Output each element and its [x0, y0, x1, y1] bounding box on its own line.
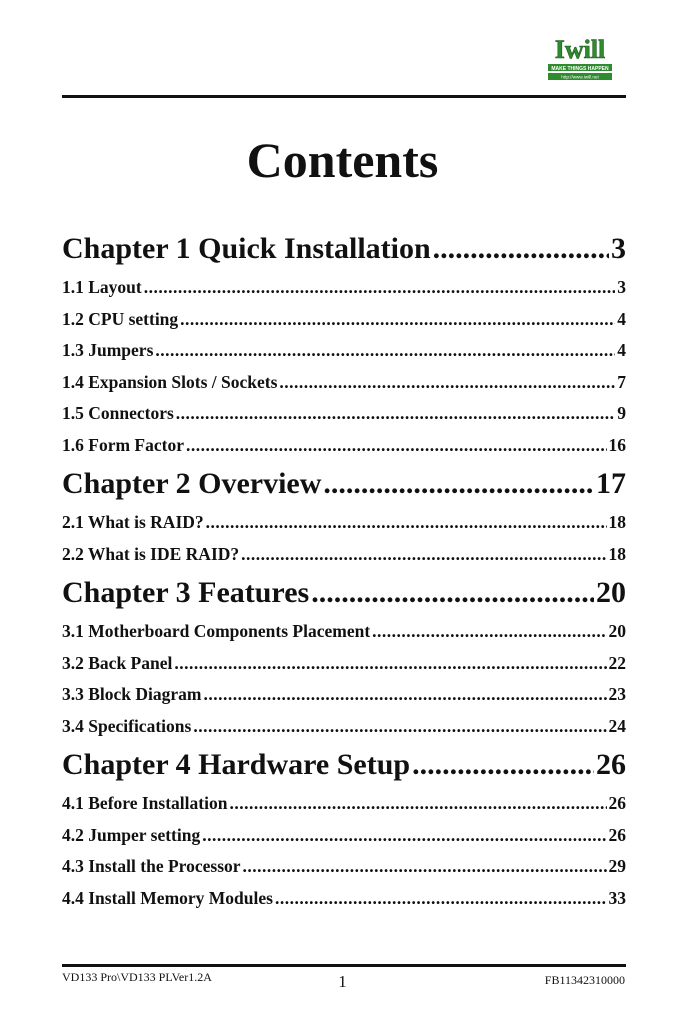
iwill-logo — [545, 33, 615, 83]
footer-model: VD133 Pro\VD133 PLVer1.2A — [62, 970, 212, 984]
toc-section-entry[interactable] — [62, 507, 626, 539]
toc-entry-page: 17 — [596, 467, 626, 500]
toc-entry-label: 1.4 Expansion Slots / Sockets — [62, 371, 278, 392]
dot-leader — [243, 851, 607, 883]
toc-entry-label: 4.4 Install Memory Modules — [62, 887, 273, 908]
toc-entry-page: 4 — [617, 340, 626, 360]
toc-chapter-entry[interactable] — [62, 461, 626, 507]
toc-section-entry[interactable] — [62, 272, 626, 304]
toc-entry-page: 23 — [608, 684, 626, 704]
dot-leader — [176, 398, 615, 430]
toc-entry-page: 18 — [608, 543, 626, 564]
dot-leader — [275, 883, 607, 915]
toc-entry-label: 1.1 Layout — [62, 277, 142, 297]
toc-entry-page: 20 — [608, 621, 626, 641]
footer-doc-code: FB11342310000 — [544, 973, 625, 987]
toc-entry-label: Chapter 1 Quick Installation — [62, 232, 431, 265]
toc-entry-page: 20 — [596, 576, 626, 609]
dot-leader — [155, 335, 615, 367]
table-of-contents — [62, 226, 626, 914]
toc-entry-page: 4 — [617, 308, 626, 329]
toc-section-entry[interactable] — [62, 367, 626, 399]
footer-rule — [62, 964, 626, 967]
toc-section-entry[interactable] — [62, 679, 626, 711]
toc-entry-page: 7 — [617, 371, 626, 392]
toc-entry-label: 4.1 Before Installation — [62, 793, 228, 813]
toc-entry-label: 1.3 Jumpers — [62, 340, 154, 360]
toc-entry-label: 3.3 Block Diagram — [62, 684, 202, 704]
logo-url: http://www.iwill.net — [561, 74, 599, 80]
toc-entry-page: 22 — [608, 652, 626, 673]
dot-leader — [229, 788, 606, 820]
toc-entry-label: 3.4 Specifications — [62, 715, 192, 736]
toc-entry-page: 16 — [608, 434, 626, 455]
dot-leader — [323, 461, 594, 507]
page-title: Contents — [246, 132, 439, 188]
toc-entry-label: 1.5 Connectors — [62, 403, 174, 423]
dot-leader — [193, 711, 606, 743]
dot-leader — [202, 820, 606, 852]
toc-entry-label: 1.2 CPU setting — [62, 308, 179, 329]
toc-section-entry[interactable] — [62, 398, 626, 430]
toc-entry-page: 18 — [608, 512, 626, 532]
toc-entry-page: 26 — [608, 793, 626, 813]
toc-entry-label: 4.2 Jumper setting — [62, 824, 201, 845]
dot-leader — [144, 272, 616, 304]
toc-entry-page: 3 — [611, 232, 626, 265]
toc-entry-label: Chapter 2 Overview — [62, 467, 322, 500]
toc-section-entry[interactable] — [62, 616, 626, 648]
dot-leader — [311, 570, 594, 616]
toc-section-entry[interactable] — [62, 539, 626, 571]
toc-section-entry[interactable] — [62, 788, 626, 820]
dot-leader — [372, 616, 606, 648]
toc-entry-label: 2.2 What is IDE RAID? — [62, 543, 240, 564]
toc-section-entry[interactable] — [62, 851, 626, 883]
toc-section-entry[interactable] — [62, 648, 626, 680]
toc-entry-label: Chapter 4 Hardware Setup — [62, 748, 411, 781]
toc-entry-page: 3 — [617, 277, 626, 297]
dot-leader — [412, 742, 594, 788]
toc-entry-label: 4.3 Install the Processor — [62, 856, 241, 876]
toc-section-entry[interactable] — [62, 820, 626, 852]
toc-entry-page: 24 — [608, 715, 626, 736]
toc-section-entry[interactable] — [62, 711, 626, 743]
toc-entry-label: 3.2 Back Panel — [62, 652, 173, 673]
dot-leader — [180, 304, 615, 336]
toc-entry-label: Chapter 3 Features — [62, 576, 310, 609]
toc-entry-page: 33 — [608, 887, 626, 908]
toc-section-entry[interactable] — [62, 430, 626, 462]
toc-section-entry[interactable] — [62, 335, 626, 367]
logo-text: Iwill — [554, 35, 606, 64]
toc-entry-label: 3.1 Motherboard Components Placement — [62, 621, 371, 641]
toc-chapter-entry[interactable] — [62, 570, 626, 616]
toc-chapter-entry[interactable] — [62, 226, 626, 272]
dot-leader — [206, 507, 607, 539]
header-rule — [62, 95, 626, 98]
dot-leader — [174, 648, 606, 680]
toc-entry-page: 26 — [608, 824, 626, 845]
toc-section-entry[interactable] — [62, 304, 626, 336]
toc-entry-label: 1.6 Form Factor — [62, 434, 184, 455]
page-number: 1 — [338, 972, 347, 991]
dot-leader — [186, 430, 607, 462]
toc-entry-page: 26 — [596, 748, 626, 781]
toc-chapter-entry[interactable] — [62, 742, 626, 788]
dot-leader — [279, 367, 615, 399]
toc-entry-label: 2.1 What is RAID? — [62, 512, 204, 532]
logo-tagline: MAKE THINGS HAPPEN — [551, 65, 609, 72]
dot-leader — [204, 679, 607, 711]
dot-leader — [241, 539, 606, 571]
dot-leader — [433, 226, 609, 272]
toc-entry-page: 9 — [617, 403, 626, 423]
toc-entry-page: 29 — [608, 856, 626, 876]
toc-section-entry[interactable] — [62, 883, 626, 915]
